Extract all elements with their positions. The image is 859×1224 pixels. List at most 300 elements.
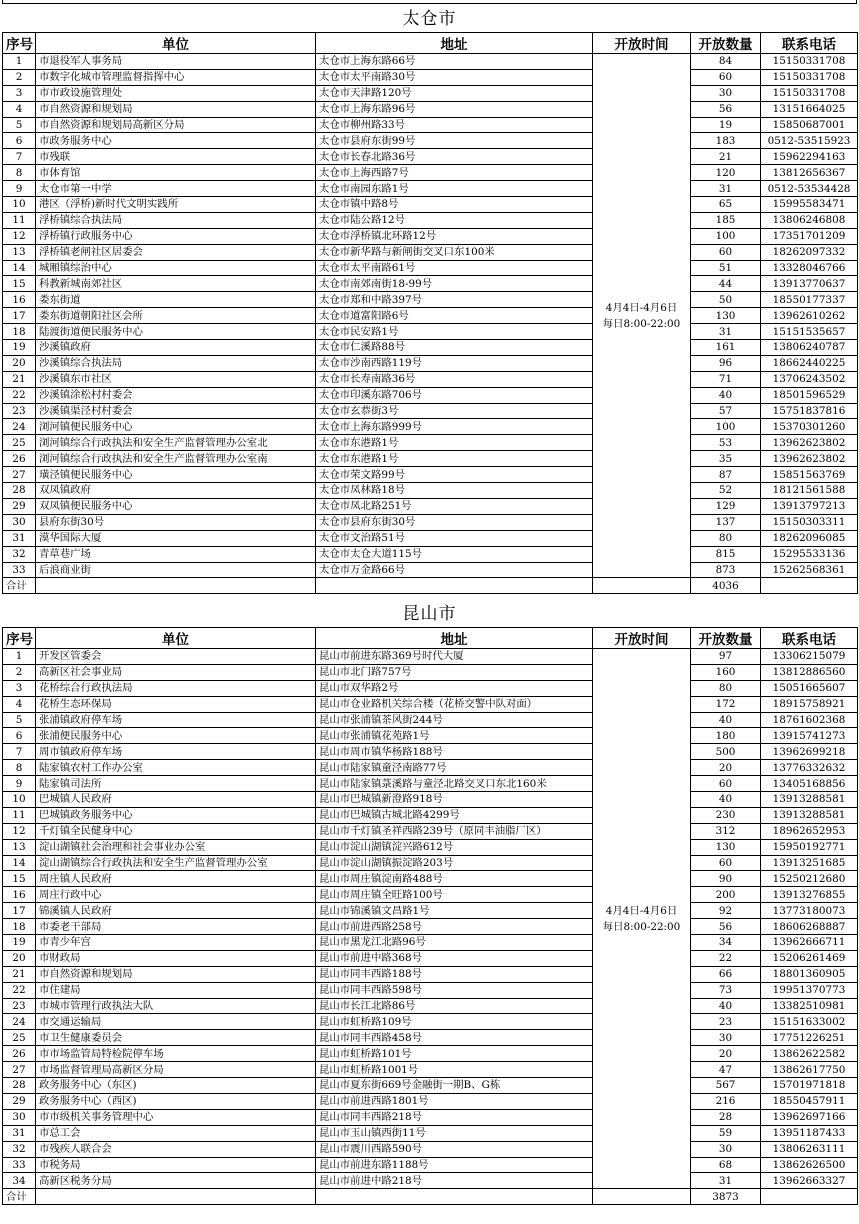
total-count: 3873 — [691, 1189, 761, 1205]
table-row — [3, 340, 858, 356]
table-row — [3, 498, 858, 514]
row-open-count: 80 — [691, 530, 761, 546]
table-row — [3, 54, 858, 70]
open-time-cell — [593, 649, 691, 1189]
row-phone: 13962699218 — [761, 744, 858, 760]
row-unit: 市市级机关事务管理中心 — [36, 1109, 316, 1125]
row-seq: 11 — [3, 807, 36, 823]
row-open-count: 60 — [691, 776, 761, 792]
table-row — [3, 807, 858, 823]
row-address: 太仓市荣文路99号 — [316, 467, 593, 483]
table-row — [3, 1014, 858, 1030]
row-phone: 15150331708 — [761, 69, 858, 85]
table-row — [3, 855, 858, 871]
row-phone: 15150303311 — [761, 514, 858, 530]
table-row — [3, 887, 858, 903]
row-open-count: 161 — [691, 340, 761, 356]
row-phone: 13806246808 — [761, 212, 858, 228]
row-phone: 13962623802 — [761, 451, 858, 467]
section-kunshan — [2, 601, 857, 1205]
row-seq: 20 — [3, 950, 36, 966]
row-address: 太仓市太平南路61号 — [316, 260, 593, 276]
row-unit: 锦溪镇人民政府 — [36, 903, 316, 919]
row-phone: 15151535657 — [761, 324, 858, 340]
row-phone: 15051665607 — [761, 680, 858, 696]
row-address: 太仓市民安路1号 — [316, 324, 593, 340]
table-row — [3, 85, 858, 101]
row-phone: 13913288581 — [761, 807, 858, 823]
row-unit: 千灯镇全民健身中心 — [36, 823, 316, 839]
row-phone: 13915741273 — [761, 728, 858, 744]
table-row — [3, 101, 858, 117]
table-row — [3, 982, 858, 998]
row-unit: 青草巷广场 — [36, 546, 316, 562]
row-phone: 13962666711 — [761, 935, 858, 951]
row-open-count: 30 — [691, 85, 761, 101]
total-empty — [316, 1189, 593, 1205]
row-phone: 15150331708 — [761, 54, 858, 70]
row-unit: 市市场监管局特检院停车场 — [36, 1046, 316, 1062]
row-open-count: 20 — [691, 1046, 761, 1062]
row-unit: 科教新城南郊社区 — [36, 276, 316, 292]
row-unit: 沙溪镇渠泾村村委会 — [36, 403, 316, 419]
row-address: 太仓市仁溪路88号 — [316, 340, 593, 356]
row-address: 昆山市玉山镇西街11号 — [316, 1125, 593, 1141]
row-phone: 17351701209 — [761, 228, 858, 244]
row-seq: 33 — [3, 562, 36, 578]
table-row — [3, 839, 858, 855]
row-open-count: 30 — [691, 1030, 761, 1046]
row-address: 太仓市印溪东路706号 — [316, 387, 593, 403]
table-row — [3, 696, 858, 712]
table-row — [3, 435, 858, 451]
row-phone: 15962294163 — [761, 149, 858, 165]
row-open-count: 84 — [691, 54, 761, 70]
row-seq: 11 — [3, 212, 36, 228]
row-phone: 13913770637 — [761, 276, 858, 292]
table-row — [3, 728, 858, 744]
row-address: 太仓市玄恭街3号 — [316, 403, 593, 419]
row-seq: 16 — [3, 292, 36, 308]
row-unit: 周庄行政中心 — [36, 887, 316, 903]
row-unit: 沙溪镇东市社区 — [36, 371, 316, 387]
row-address: 昆山市巴城镇新澄路918号 — [316, 792, 593, 808]
row-open-count: 28 — [691, 1109, 761, 1125]
header-open-count: 开放数量 — [691, 628, 761, 649]
row-seq: 10 — [3, 197, 36, 213]
row-address: 太仓市天津路120号 — [316, 85, 593, 101]
table-row — [3, 483, 858, 499]
table-row — [3, 292, 858, 308]
row-seq: 19 — [3, 935, 36, 951]
table-row — [3, 165, 858, 181]
row-seq: 3 — [3, 680, 36, 696]
row-phone: 13306215079 — [761, 649, 858, 665]
row-unit: 县府东街30号 — [36, 514, 316, 530]
row-seq: 26 — [3, 1046, 36, 1062]
row-open-count: 35 — [691, 451, 761, 467]
row-phone: 13962663327 — [761, 1173, 858, 1189]
row-unit: 巴城镇人民政府 — [36, 792, 316, 808]
row-open-count: 90 — [691, 871, 761, 887]
table-row — [3, 1046, 858, 1062]
row-address: 昆山市长江北路86号 — [316, 998, 593, 1014]
row-address: 昆山市黑龙江北路96号 — [316, 935, 593, 951]
row-open-count: 31 — [691, 1173, 761, 1189]
table-row — [3, 387, 858, 403]
row-phone: 13382510981 — [761, 998, 858, 1014]
row-address: 太仓市上海东路96号 — [316, 101, 593, 117]
row-seq: 20 — [3, 355, 36, 371]
row-address: 昆山市千灯镇圣祥西路239号（原同丰油脂厂区） — [316, 823, 593, 839]
row-unit: 张浦便民服务中心 — [36, 728, 316, 744]
row-phone: 13913797213 — [761, 498, 858, 514]
header-open-count: 开放数量 — [691, 33, 761, 54]
row-phone: 13913288581 — [761, 792, 858, 808]
table-row — [3, 276, 858, 292]
row-address: 太仓市长春北路36号 — [316, 149, 593, 165]
row-unit: 陆家镇司法所 — [36, 776, 316, 792]
row-open-count: 180 — [691, 728, 761, 744]
row-unit: 政务服务中心（西区) — [36, 1093, 316, 1109]
row-address: 太仓市沙南西路119号 — [316, 355, 593, 371]
table-row — [3, 1109, 858, 1125]
table-row — [3, 966, 858, 982]
table-row — [3, 308, 858, 324]
row-unit: 市政务服务中心 — [36, 133, 316, 149]
row-seq: 4 — [3, 101, 36, 117]
row-open-count: 815 — [691, 546, 761, 562]
row-open-count: 172 — [691, 696, 761, 712]
total-row — [3, 578, 858, 594]
row-open-count: 100 — [691, 228, 761, 244]
row-unit: 娄东街道 — [36, 292, 316, 308]
row-seq: 13 — [3, 839, 36, 855]
row-seq: 17 — [3, 903, 36, 919]
table-row — [3, 403, 858, 419]
table-row — [3, 1157, 858, 1173]
row-phone: 15850687001 — [761, 117, 858, 133]
total-label: 合计 — [3, 578, 36, 594]
city-title: 太仓市 — [402, 9, 457, 29]
row-phone: 17751226251 — [761, 1030, 858, 1046]
header-address: 地址 — [316, 628, 593, 649]
row-open-count: 22 — [691, 950, 761, 966]
row-address: 昆山市同丰西路218号 — [316, 1109, 593, 1125]
row-unit: 市退役军人事务局 — [36, 54, 316, 70]
row-address: 太仓市郑和中路397号 — [316, 292, 593, 308]
row-open-count: 200 — [691, 887, 761, 903]
row-phone: 13806240787 — [761, 340, 858, 356]
row-phone: 13862617750 — [761, 1062, 858, 1078]
row-open-count: 873 — [691, 562, 761, 578]
row-address: 昆山市张浦镇花苑路1号 — [316, 728, 593, 744]
row-phone: 18262097332 — [761, 244, 858, 260]
row-open-count: 20 — [691, 760, 761, 776]
row-phone: 15206261469 — [761, 950, 858, 966]
row-seq: 9 — [3, 776, 36, 792]
row-open-count: 19 — [691, 117, 761, 133]
open-time-dates: 4月4日-4月6日 — [605, 904, 678, 917]
row-seq: 27 — [3, 467, 36, 483]
table-row — [3, 823, 858, 839]
row-address: 昆山市陆家镇菉溪路与童泾北路交叉口东北160米 — [316, 776, 593, 792]
row-unit: 花桥综合行政执法局 — [36, 680, 316, 696]
table-row — [3, 792, 858, 808]
row-seq: 14 — [3, 855, 36, 871]
row-address: 太仓市文治路51号 — [316, 530, 593, 546]
row-phone: 18262096085 — [761, 530, 858, 546]
table-row — [3, 871, 858, 887]
row-phone: 18662440225 — [761, 355, 858, 371]
table-header-row — [3, 33, 858, 54]
row-open-count: 52 — [691, 483, 761, 499]
row-address: 昆山市仓业路机关综合楼（花桥交警中队对面） — [316, 696, 593, 712]
row-unit: 淀山湖镇综合行政执法和安全生产监督管理办公室 — [36, 855, 316, 871]
header-phone: 联系电话 — [761, 33, 858, 54]
row-address: 昆山市虹桥路1001号 — [316, 1062, 593, 1078]
row-seq: 26 — [3, 451, 36, 467]
row-address: 昆山市北门路757号 — [316, 664, 593, 680]
row-seq: 19 — [3, 340, 36, 356]
table-row — [3, 133, 858, 149]
row-address: 昆山市淀山湖镇淀兴路612号 — [316, 839, 593, 855]
row-seq: 22 — [3, 982, 36, 998]
table-row — [3, 1093, 858, 1109]
table-row — [3, 514, 858, 530]
row-unit: 市体育馆 — [36, 165, 316, 181]
row-address: 太仓市上海东路999号 — [316, 419, 593, 435]
table-row — [3, 467, 858, 483]
row-unit: 沙溪镇涂松村村委会 — [36, 387, 316, 403]
row-unit: 后浪商业街 — [36, 562, 316, 578]
row-seq: 30 — [3, 514, 36, 530]
row-seq: 25 — [3, 435, 36, 451]
row-phone: 15150331708 — [761, 85, 858, 101]
table-row — [3, 903, 858, 919]
row-unit: 双凤镇便民服务中心 — [36, 498, 316, 514]
row-open-count: 44 — [691, 276, 761, 292]
table-row — [3, 212, 858, 228]
table-row — [3, 1030, 858, 1046]
row-address: 昆山市前进中路218号 — [316, 1173, 593, 1189]
total-empty — [316, 578, 593, 594]
row-seq: 29 — [3, 498, 36, 514]
row-seq: 7 — [3, 149, 36, 165]
table-row — [3, 451, 858, 467]
row-seq: 21 — [3, 371, 36, 387]
row-phone: 15995583471 — [761, 197, 858, 213]
row-open-count: 137 — [691, 514, 761, 530]
row-unit: 浏河镇综合行政执法和安全生产监督管理办公室北 — [36, 435, 316, 451]
row-unit: 港区（浮桥)新时代文明实践所 — [36, 197, 316, 213]
row-unit: 市市政设施管理处 — [36, 85, 316, 101]
row-unit: 浮桥镇行政服务中心 — [36, 228, 316, 244]
row-open-count: 34 — [691, 935, 761, 951]
row-unit: 周庄镇人民政府 — [36, 871, 316, 887]
row-phone: 15295533136 — [761, 546, 858, 562]
row-open-count: 53 — [691, 435, 761, 451]
total-empty — [36, 578, 316, 594]
row-open-count: 80 — [691, 680, 761, 696]
row-seq: 23 — [3, 403, 36, 419]
table-row — [3, 760, 858, 776]
row-seq: 8 — [3, 165, 36, 181]
row-phone: 15262568361 — [761, 562, 858, 578]
kunshan-table-body — [3, 649, 858, 1205]
row-open-count: 312 — [691, 823, 761, 839]
row-seq: 8 — [3, 760, 36, 776]
row-phone: 13913251685 — [761, 855, 858, 871]
row-open-count: 65 — [691, 197, 761, 213]
row-address: 昆山市同丰西路188号 — [316, 966, 593, 982]
header-unit: 单位 — [36, 33, 316, 54]
row-open-count: 51 — [691, 260, 761, 276]
table-row — [3, 260, 858, 276]
row-phone: 18606268887 — [761, 919, 858, 935]
row-seq: 17 — [3, 308, 36, 324]
row-unit: 巴城镇政务服务中心 — [36, 807, 316, 823]
row-seq: 5 — [3, 712, 36, 728]
row-phone: 18761602368 — [761, 712, 858, 728]
row-address: 太仓市东港路1号 — [316, 451, 593, 467]
row-seq: 31 — [3, 1125, 36, 1141]
row-address: 太仓市陆公路12号 — [316, 212, 593, 228]
row-open-count: 60 — [691, 69, 761, 85]
row-seq: 1 — [3, 649, 36, 665]
total-empty — [36, 1189, 316, 1205]
row-seq: 5 — [3, 117, 36, 133]
row-open-count: 97 — [691, 649, 761, 665]
header-open-time: 开放时间 — [593, 628, 691, 649]
table-row — [3, 419, 858, 435]
row-open-count: 31 — [691, 181, 761, 197]
total-row — [3, 1189, 858, 1205]
row-open-count: 500 — [691, 744, 761, 760]
row-open-count: 230 — [691, 807, 761, 823]
row-open-count: 40 — [691, 998, 761, 1014]
total-empty — [761, 578, 858, 594]
row-phone: 0512-53534428 — [761, 181, 858, 197]
row-seq: 4 — [3, 696, 36, 712]
row-unit: 市场监督管理局高新区分局 — [36, 1062, 316, 1078]
table-row — [3, 117, 858, 133]
row-address: 昆山市前进西路1801号 — [316, 1093, 593, 1109]
row-open-count: 23 — [691, 1014, 761, 1030]
row-open-count: 68 — [691, 1157, 761, 1173]
table-row — [3, 712, 858, 728]
row-open-count: 120 — [691, 165, 761, 181]
row-open-count: 60 — [691, 855, 761, 871]
row-open-count: 216 — [691, 1093, 761, 1109]
row-address: 昆山市前进中路368号 — [316, 950, 593, 966]
row-phone: 18915758921 — [761, 696, 858, 712]
row-address: 太仓市凤北路251号 — [316, 498, 593, 514]
row-open-count: 21 — [691, 149, 761, 165]
row-unit: 市自然资源和规划局 — [36, 966, 316, 982]
row-address: 太仓市新华路与新闸街交叉口东100米 — [316, 244, 593, 260]
row-seq: 15 — [3, 871, 36, 887]
row-address: 昆山市周市镇华杨路188号 — [316, 744, 593, 760]
row-address: 太仓市柳州路33号 — [316, 117, 593, 133]
row-address: 昆山市同丰西路458号 — [316, 1030, 593, 1046]
row-seq: 3 — [3, 85, 36, 101]
row-seq: 18 — [3, 919, 36, 935]
row-seq: 9 — [3, 181, 36, 197]
open-time-dates: 4月4日-4月6日 — [605, 301, 678, 314]
row-unit: 周市镇政府停车场 — [36, 744, 316, 760]
row-address: 昆山市前进东路1188号 — [316, 1157, 593, 1173]
open-time-hours: 每日8:00-22:00 — [602, 920, 681, 933]
row-unit: 开发区管委会 — [36, 649, 316, 665]
row-address: 太仓市太仓大道115号 — [316, 546, 593, 562]
row-open-count: 40 — [691, 387, 761, 403]
row-open-count: 71 — [691, 371, 761, 387]
table-row — [3, 1125, 858, 1141]
row-seq: 32 — [3, 546, 36, 562]
row-unit: 政务服务中心（东区) — [36, 1078, 316, 1094]
table-row — [3, 664, 858, 680]
header-unit: 单位 — [36, 628, 316, 649]
row-unit: 市交通运输局 — [36, 1014, 316, 1030]
row-open-count: 92 — [691, 903, 761, 919]
open-time-hours: 每日8:00-22:00 — [602, 317, 681, 330]
row-phone: 13405168856 — [761, 776, 858, 792]
row-phone: 13962697166 — [761, 1109, 858, 1125]
row-phone: 13776332632 — [761, 760, 858, 776]
row-open-count: 57 — [691, 403, 761, 419]
row-address: 太仓市凤林路18号 — [316, 483, 593, 499]
row-phone: 18550177337 — [761, 292, 858, 308]
header-address: 地址 — [316, 33, 593, 54]
row-phone: 13962623802 — [761, 435, 858, 451]
table-row — [3, 244, 858, 260]
row-unit: 张浦镇政府停车场 — [36, 712, 316, 728]
row-unit: 高新区税务分局 — [36, 1173, 316, 1189]
table-row — [3, 649, 858, 665]
kunshan-table — [2, 627, 858, 1205]
row-phone: 13773180073 — [761, 903, 858, 919]
row-open-count: 60 — [691, 244, 761, 260]
row-unit: 璜泾镇便民服务中心 — [36, 467, 316, 483]
row-phone: 15751837816 — [761, 403, 858, 419]
row-open-count: 31 — [691, 324, 761, 340]
row-phone: 13812886560 — [761, 664, 858, 680]
row-address: 昆山市锦溪镇文昌路1号 — [316, 903, 593, 919]
row-seq: 7 — [3, 744, 36, 760]
row-address: 太仓市万金路66号 — [316, 562, 593, 578]
row-seq: 6 — [3, 133, 36, 149]
row-seq: 22 — [3, 387, 36, 403]
row-unit: 娄东街道朝阳社区会所 — [36, 308, 316, 324]
table-row — [3, 1078, 858, 1094]
total-empty — [761, 1189, 858, 1205]
row-address: 太仓市上海西路7号 — [316, 165, 593, 181]
row-seq: 14 — [3, 260, 36, 276]
row-address: 昆山市虹桥路101号 — [316, 1046, 593, 1062]
open-time-cell — [593, 54, 691, 578]
header-phone: 联系电话 — [761, 628, 858, 649]
header-seq: 序号 — [3, 628, 36, 649]
table-row — [3, 919, 858, 935]
row-address: 太仓市太平南路30号 — [316, 69, 593, 85]
row-seq: 32 — [3, 1141, 36, 1157]
row-open-count: 40 — [691, 712, 761, 728]
row-open-count: 59 — [691, 1125, 761, 1141]
table-row — [3, 998, 858, 1014]
row-unit: 沙溪镇综合执法局 — [36, 355, 316, 371]
header-seq: 序号 — [3, 33, 36, 54]
